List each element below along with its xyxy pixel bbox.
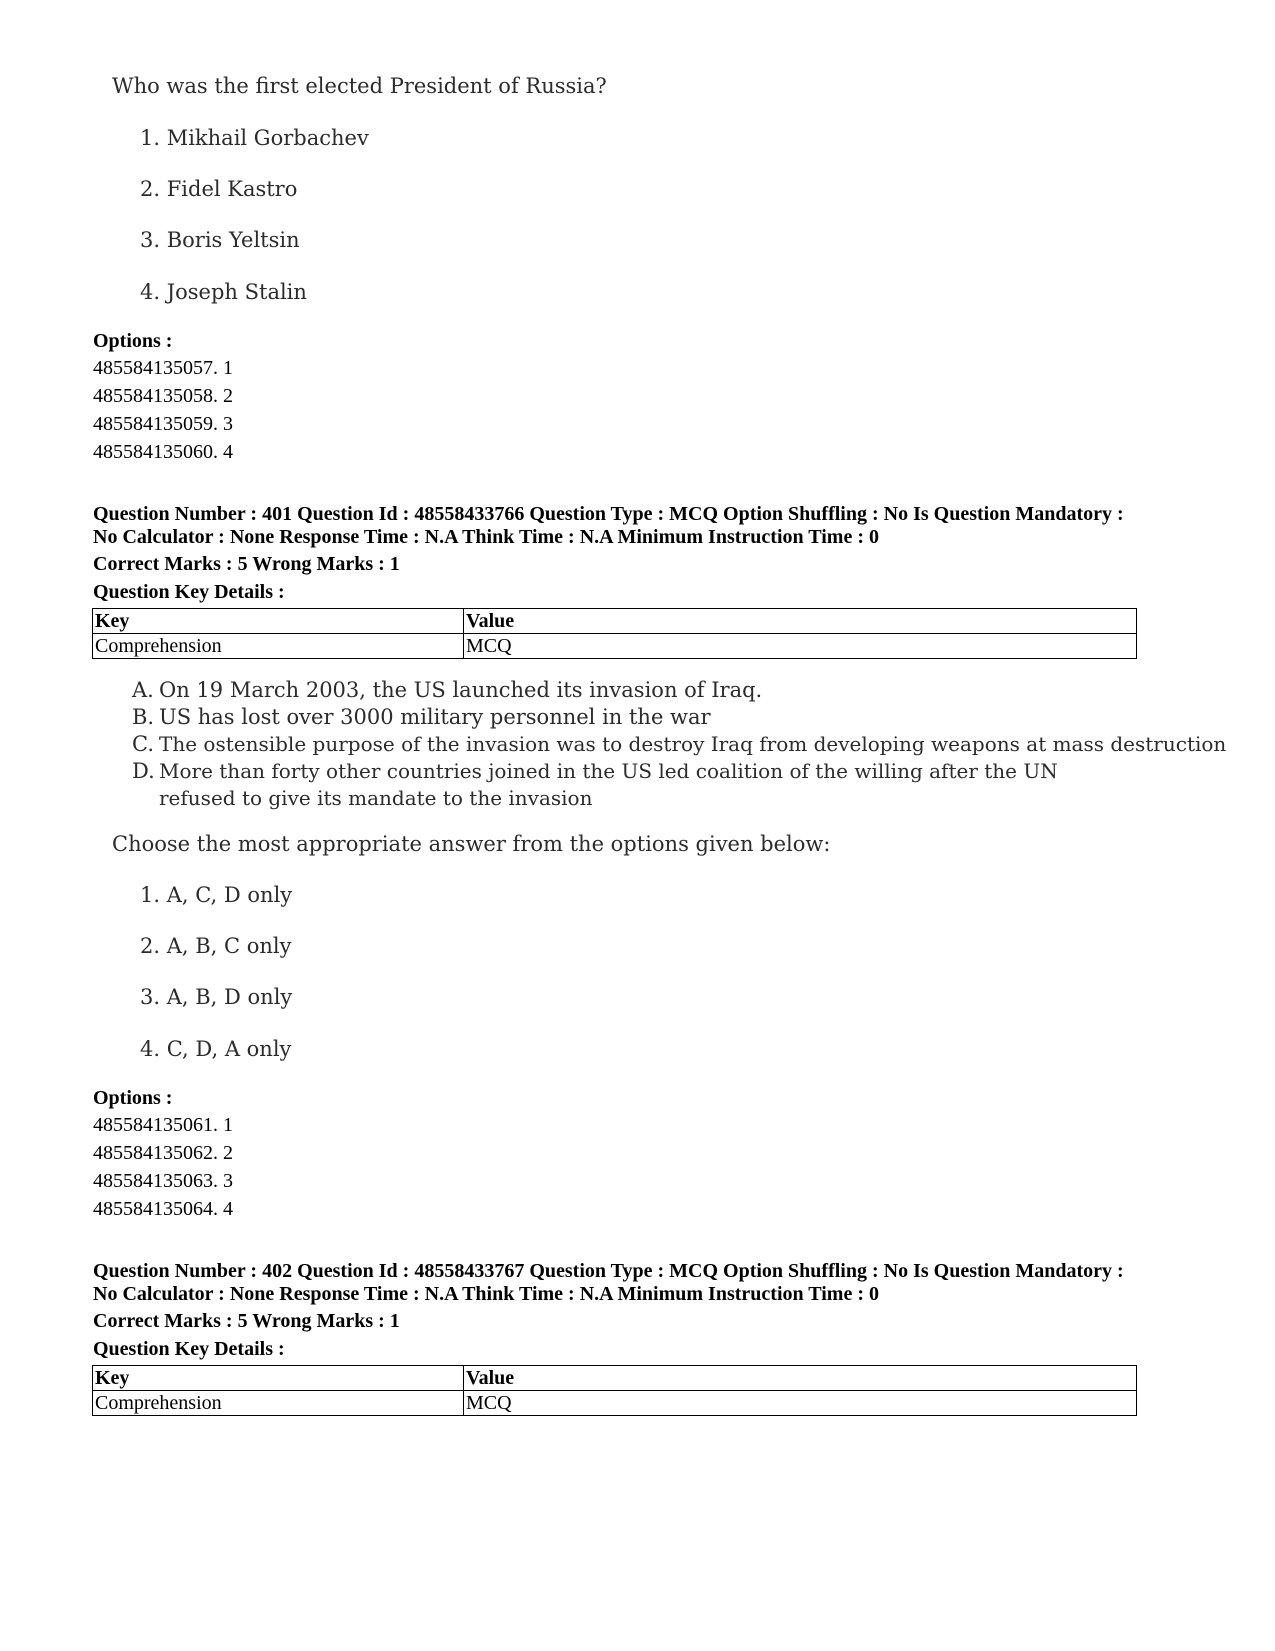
answer-choice-3: 3. A, B, D only	[140, 985, 293, 1009]
answer-choice-2: 2. Fidel Kastro	[140, 177, 298, 201]
table-header-value: Value	[464, 609, 1137, 634]
question-meta-line-2: No Calculator : None Response Time : N.A Think Time : N.A Minimum Instruction Time : 0	[93, 1283, 879, 1305]
statement-letter: C.	[132, 732, 154, 756]
key-details-table	[92, 608, 1137, 659]
statement-letter: D.	[132, 759, 155, 783]
option-id-line: 485584135063. 3	[93, 1170, 233, 1192]
question-meta-line-1: Question Number : 401 Question Id : 48558433766 Question Type : MCQ Option Shuffling : No Is Question Mandatory :	[93, 503, 1124, 525]
question-meta	[93, 503, 1193, 549]
option-id-line: 485584135062. 2	[93, 1142, 233, 1164]
question-meta-line-2: No Calculator : None Response Time : N.A Think Time : N.A Minimum Instruction Time : 0	[93, 526, 879, 548]
statement-letter: B.	[132, 705, 155, 729]
table-header-key: Key	[93, 1366, 464, 1391]
statement-item	[132, 677, 1142, 704]
marks-line: Correct Marks : 5 Wrong Marks : 1	[93, 553, 400, 575]
key-details-heading: Question Key Details :	[93, 1338, 285, 1360]
answer-choice-1: 1. A, C, D only	[140, 883, 293, 907]
question-meta	[93, 1260, 1193, 1306]
question-meta-line-1: Question Number : 402 Question Id : 48558433767 Question Type : MCQ Option Shuffling : No Is Question Mandatory :	[93, 1260, 1124, 1282]
answer-choice-3: 3. Boris Yeltsin	[140, 228, 300, 252]
instruction-text: Choose the most appropriate answer from the options given below:	[112, 832, 831, 856]
answer-choice-4: 4. Joseph Stalin	[140, 280, 307, 304]
statement-item	[132, 704, 1142, 731]
marks-line: Correct Marks : 5 Wrong Marks : 1	[93, 1310, 400, 1332]
statement-text: The ostensible purpose of the invasion was to destroy Iraq from developing weapons at mass destruction	[159, 732, 1227, 756]
statement-letter: A.	[132, 678, 154, 702]
option-id-line: 485584135060. 4	[93, 441, 233, 463]
option-id-line: 485584135064. 4	[93, 1198, 233, 1220]
option-id-line: 485584135058. 2	[93, 385, 233, 407]
table-row	[93, 634, 1137, 659]
question-prompt: Who was the first elected President of Russia?	[112, 74, 607, 98]
table-cell-value: MCQ	[464, 1391, 1137, 1416]
table-header-row	[93, 609, 1137, 634]
table-cell-key: Comprehension	[93, 1391, 464, 1416]
statement-text: More than forty other countries joined in the US led coalition of the willing after the UN refused to give its mandate to the invasion	[159, 759, 1058, 810]
answer-choice-4: 4. C, D, A only	[140, 1037, 292, 1061]
table-header-key: Key	[93, 609, 464, 634]
statement-list	[132, 677, 1227, 812]
key-details-table	[92, 1365, 1137, 1416]
answer-choice-2: 2. A, B, C only	[140, 934, 292, 958]
statement-item	[132, 758, 1142, 812]
options-heading: Options :	[93, 1087, 173, 1109]
table-header-row	[93, 1366, 1137, 1391]
statement-text: US has lost over 3000 military personnel in the war	[159, 705, 711, 729]
table-cell-value: MCQ	[464, 634, 1137, 659]
statement-item	[132, 731, 1227, 758]
statement-text: On 19 March 2003, the US launched its invasion of Iraq.	[159, 678, 763, 702]
table-cell-key: Comprehension	[93, 634, 464, 659]
option-id-line: 485584135061. 1	[93, 1114, 233, 1136]
key-details-heading: Question Key Details :	[93, 581, 285, 603]
option-id-line: 485584135059. 3	[93, 413, 233, 435]
table-header-value: Value	[464, 1366, 1137, 1391]
option-id-line: 485584135057. 1	[93, 357, 233, 379]
answer-choice-1: 1. Mikhail Gorbachev	[140, 126, 369, 150]
options-heading: Options :	[93, 330, 173, 352]
table-row	[93, 1391, 1137, 1416]
